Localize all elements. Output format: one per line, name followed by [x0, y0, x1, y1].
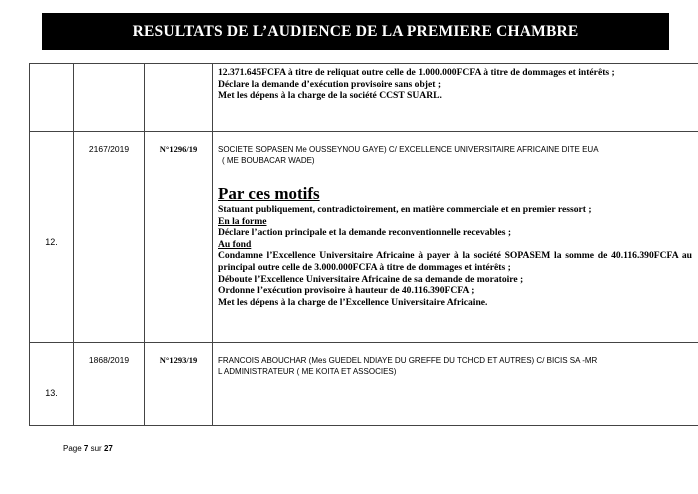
- fond-heading: Au fond: [218, 238, 252, 250]
- parties-text: FRANCOIS ABOUCHAR (Mes GUEDEL NDIAYE DU GREFFE DU TCHCD ET AUTRES) C/ BICIS SA -MR: [218, 356, 598, 365]
- decision-number-cell: [145, 64, 213, 132]
- page-title: RESULTATS DE L’AUDIENCE DE LA PREMIERE CHAMBRE: [42, 13, 669, 50]
- ruling-cell: [213, 64, 698, 132]
- parties-text: ( ME BOUBACAR WADE): [222, 156, 315, 165]
- row-number: 12.: [45, 237, 58, 247]
- table-row: [30, 343, 698, 426]
- case-ref: 2167/2019: [88, 144, 130, 154]
- case-ref-cell: [74, 64, 145, 132]
- table-row: [30, 132, 698, 343]
- table-row: [30, 64, 698, 132]
- decision-number-cell: [145, 343, 213, 426]
- ruling-cell: [213, 343, 698, 426]
- page-footer: [63, 444, 113, 453]
- page-sur: sur: [90, 444, 102, 453]
- motifs-heading: Par ces motifs: [218, 184, 320, 203]
- row-number-cell: [30, 64, 74, 132]
- ruling-line: Déclare la demande d’exécution provisoire sans objet ;: [218, 78, 442, 90]
- fond-line: Ordonne l’exécution provisoire à hauteur de 40.116.390FCFA ;: [218, 285, 475, 297]
- forme-heading: En la forme: [218, 215, 267, 227]
- ruling-line: Met les dépens à la charge de la société CCST SUARL.: [218, 90, 442, 102]
- case-ref-cell: [74, 343, 145, 426]
- fond-line: Déboute l’Excellence Universitaire Africaine de sa demande de moratoire ;: [218, 273, 524, 285]
- ruling-cell: [213, 132, 698, 343]
- page-label: Page: [63, 444, 82, 453]
- parties-text: SOCIETE SOPASEN Me OUSSEYNOU GAYE) C/ EXCELLENCE UNIVERSITAIRE AFRICAINE DITE EUA: [218, 145, 599, 154]
- page-total: 27: [103, 444, 113, 453]
- page-current: 7: [83, 444, 89, 453]
- decision-number-cell: [145, 132, 213, 343]
- row-number-cell: [30, 132, 74, 343]
- results-table: [29, 63, 698, 426]
- fond-line: Met les dépens à la charge de l’Excellence Universitaire Africaine.: [218, 296, 488, 308]
- statuant-line: Statuant publiquement, contradictoirement, en matière commerciale et en premier ressort ;: [218, 204, 592, 215]
- case-ref-cell: [74, 132, 145, 343]
- decision-number: N°1293/19: [159, 355, 198, 365]
- decision-number: N°1296/19: [159, 144, 198, 154]
- fond-line: Condamne l’Excellence Universitaire Africaine à payer à la société SOPASEM la somme de 40.116.390FCFA au principal outre celle de 3.000.000FCFA à titre de dommages et intérêts ;: [218, 250, 692, 273]
- case-ref: 1868/2019: [88, 355, 130, 365]
- ruling-line: 12.371.645FCFA à titre de reliquat outre celle de 1.000.000FCFA à titre de dommages et intérêts ;: [218, 67, 615, 78]
- row-number: 13.: [45, 388, 58, 398]
- parties-text: L ADMINISTRATEUR ( ME KOITA ET ASSOCIES): [218, 367, 397, 376]
- row-number-cell: [30, 343, 74, 426]
- forme-text: Déclare l’action principale et la demande reconventionnelle recevables ;: [218, 227, 512, 239]
